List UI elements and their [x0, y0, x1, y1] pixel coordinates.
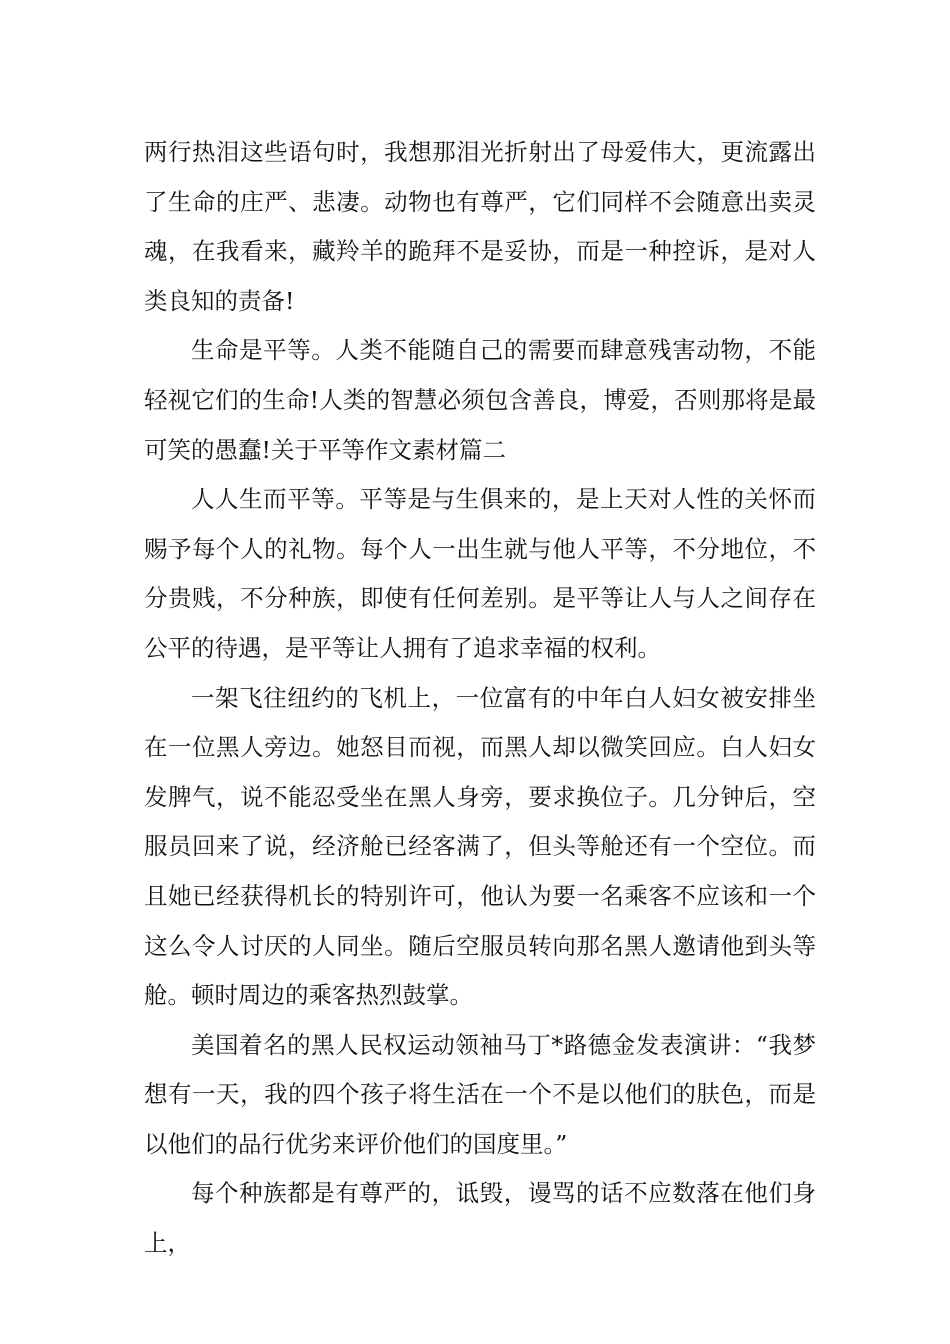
paragraph: 一架飞往纽约的飞机上，一位富有的中年白人妇女被安排坐在一位黑人旁边。她怒目而视，而黑人却以微笑回应。白人妇女发脾气，说不能忍受坐在黑人身旁，要求换位子。几分钟后，空服员回来了说，经济舱已经客满了，但头等舱还有一个空位。而且她已经获得机长的特别许可，他认为要一名乘客不应该和一个这么令人讨厌的人同坐。随后空服员转向那名黑人邀请他到头等舱。顿时周边的乘客热烈鼓掌。 — [144, 683, 816, 1010]
body-text — [144, 128, 816, 1269]
paragraph-quote: 美国着名的黑人民权运动领袖马丁*路德金发表演讲：“我梦想有一天，我的四个孩子将生活在一个不是以他们的肤色，而是以他们的品行优劣来评价他们的国度里。” — [144, 1030, 816, 1158]
paragraph: 生命是平等。人类不能随自己的需要而肆意残害动物，不能轻视它们的生命!人类的智慧必须包含善良，博爱，否则那将是最可笑的愚蠢!关于平等作文素材篇二 — [144, 336, 816, 464]
paragraph: 每个种族都是有尊严的，诋毁，谩骂的话不应数落在他们身上， — [144, 1179, 816, 1258]
paragraph: 人人生而平等。平等是与生俱来的，是上天对人性的关怀而赐予每个人的礼物。每个人一出生就与他人平等，不分地位，不分贵贱，不分种族，即使有任何差别。是平等让人与人之间存在公平的待遇，是平等让人拥有了追求幸福的权利。 — [144, 485, 816, 662]
paragraph-continuation: 两行热泪这些语句时，我想那泪光折射出了母爱伟大，更流露出了生命的庄严、悲凄。动物也有尊严，它们同样不会随意出卖灵魂，在我看来，藏羚羊的跪拜不是妥协，而是一种控诉，是对人类良知的责备! — [144, 138, 816, 315]
